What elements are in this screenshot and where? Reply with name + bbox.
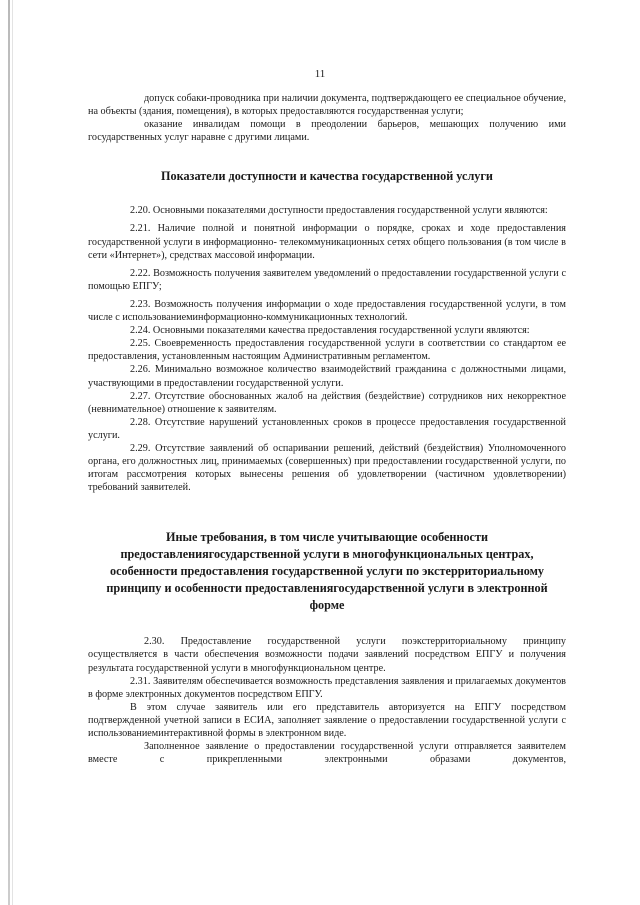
clause-2-28: 2.28. Отсутствие нарушений установленных сроков в процессе предоставления государственной услуги. — [88, 416, 566, 441]
scan-edge-shadow — [8, 0, 10, 905]
clause-2-26: 2.26. Минимально возможное количество взаимодействий гражданина с должностными лицами, участвующими в предоставлении государственной услуги. — [88, 364, 566, 389]
section-heading-accessibility: Показатели доступности и качества государственной услуги — [161, 169, 493, 184]
clause-2-23: 2.23. Возможность получения информации о ходе предоставления государственной услуги, в том числе с использованиеминформационно-коммуникационных технологий. — [88, 298, 566, 324]
paragraph-guide-dog: допуск собаки-проводника при наличии документа, подтверждающего ее специальное обучение, на объекты (здания, помещения), в которых предоставляются государственная услуги; — [88, 93, 566, 118]
clause-2-21: 2.21. Наличие полной и понятной информации о порядке, сроках и ходе предоставления государственной услуги в информационно- телекоммуникационных сетях общего пользования (в том числе в сети «Интернет»), средствах массовой информации. — [88, 223, 566, 261]
clause-2-30: 2.30. Предоставление государственной услуги поэкстерриториальному принципу осуществляется в части обеспечения возможности подачи заявлений посредством ЕПГУ и получения результата государственной услуги в многофункциональном центре. — [88, 636, 566, 674]
section-heading-other-requirements: Иные требования, в том числе учитывающие особенности предоставлениягосударственной услуги в многофункциональных центрах, особенности предоставления государственной услуги по экстерриториальному принципу и особенности предоставлениягосударственной услуги в электронной форме — [106, 530, 548, 612]
paragraph-submission: Заполненное заявление о предоставлении государственной услуги отправляется заявителем вместе с прикрепленными электронными образами документов, — [88, 741, 566, 766]
paragraph-authorization: В этом случае заявитель или его представитель авторизуется на ЕПГУ посредством подтвержденной учетной записи в ЕСИА, заполняет заявление о предоставлении государственной услуги с использованиеминтерактивной формы в электронном виде. — [88, 701, 566, 739]
clause-2-20: 2.20. Основными показателями доступности предоставления государственной услуги являются: — [130, 205, 548, 217]
clause-2-29: 2.29. Отсутствие заявлений об оспаривании решений, действий (бездействия) Уполномоченного органа, его должностных лиц, принимаемых (совершенных) при предоставлении государственной услуги, по итогам рассмотрения которых вынесены решения об удовлетворении (частичном удовлетворении) требований заявителей. — [88, 442, 566, 494]
clause-2-25: 2.25. Своевременность предоставления государственной услуги в соответствии со стандартом ее предоставления, установленным настоящим Административным регламентом. — [88, 338, 566, 363]
clause-2-22: 2.22. Возможность получения заявителем уведомлений о предоставлении государственной услуги с помощью ЕПГУ; — [88, 267, 566, 292]
clause-2-31: 2.31. Заявителям обеспечивается возможность представления заявления и прилагаемых документов в форме электронных документов посредством ЕПГУ. — [88, 675, 566, 700]
paragraph-assistance: оказание инвалидам помощи в преодолении барьеров, мешающих получению ими государственных услуг наравне с другими лицами. — [88, 119, 566, 144]
clause-2-24: 2.24. Основными показателями качества предоставления государственной услуги являются: — [130, 325, 530, 337]
page-number: 11 — [314, 68, 326, 80]
scan-edge-line — [12, 0, 13, 905]
document-body — [88, 92, 566, 766]
clause-2-27: 2.27. Отсутствие обоснованных жалоб на действия (бездействие) сотрудников них некорректное (невнимательное) отношение к заявителям. — [88, 390, 566, 415]
